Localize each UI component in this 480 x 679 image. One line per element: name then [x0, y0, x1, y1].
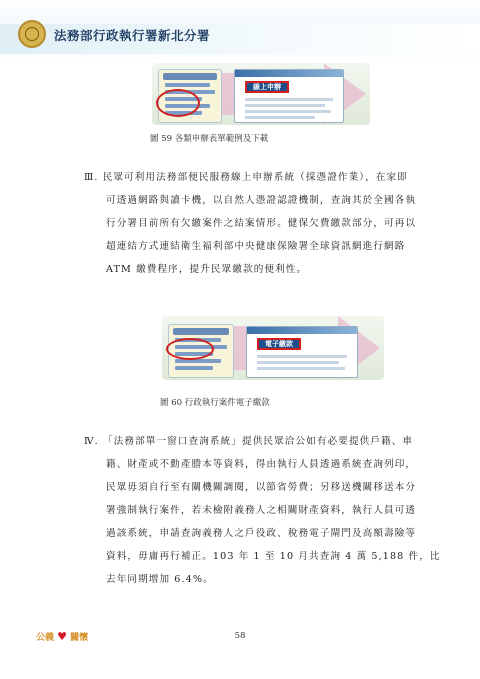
menu-header — [163, 73, 217, 80]
paragraph-line: 籍、財產或不動產謄本等資料，得由執行人員透過系統查詢列印， — [106, 459, 417, 470]
paragraph-line: 資料，毋庸再行補正。103 年 1 至 10 月共查詢 4 萬 5,188 件，比 — [106, 551, 441, 562]
menu-header — [173, 328, 229, 335]
site-banner — [247, 327, 357, 334]
online-application-tab: 線上申辦 — [245, 81, 289, 93]
site-row — [245, 110, 331, 113]
paragraph-line: 民眾毋須自行至有關機關調閱，以節省勞費；另移送機關移送本分 — [106, 482, 417, 493]
heart-icon: ♥ — [57, 630, 68, 643]
figure-60-image — [162, 316, 384, 380]
figure-59-image — [152, 63, 370, 125]
site-row — [257, 361, 339, 364]
section-3-paragraph — [84, 166, 416, 281]
site-row — [245, 116, 315, 119]
page-header — [0, 0, 480, 62]
site-row — [257, 355, 347, 358]
e-payment-tab: 電子繳款 — [257, 338, 301, 350]
highlight-ellipse — [166, 338, 214, 360]
page-title: 法務部行政執行署新北分署 — [54, 28, 211, 43]
paragraph-line: ATM 繳費程序，提升民眾繳款的便利性。 — [106, 264, 308, 275]
site-banner — [235, 70, 343, 77]
site-row — [245, 104, 325, 107]
figure-59-caption: 圖 59 各類申辦表單範例及下載 — [150, 134, 269, 144]
seal-inner — [25, 27, 39, 41]
paragraph-line: 署強制執行案件，若未檢附義務人之相關財產資料，執行人員可透 — [106, 505, 417, 516]
site-screenshot — [246, 326, 358, 378]
paragraph-line: Ⅲ. 民眾可利用法務部便民服務線上申辦系統（採憑證作業），在家即 — [84, 172, 408, 183]
paragraph-line: Ⅳ. 「法務部單一窗口查詢系統」提供民眾洽公如有必要提供戶籍、車 — [84, 436, 414, 447]
site-screenshot — [234, 69, 344, 123]
footer-motto-care: 關懷 — [70, 633, 89, 643]
highlight-ellipse — [156, 89, 200, 117]
footer-motto — [36, 630, 88, 643]
paragraph-line: 去年同期增加 6.4%。 — [106, 574, 214, 585]
section-4-paragraph — [84, 430, 441, 591]
site-row — [245, 98, 333, 101]
site-row — [257, 367, 345, 370]
menu-line — [175, 366, 213, 370]
page-number: 58 — [234, 631, 246, 641]
paragraph-line: 行分署目前所有欠繳案件之結案情形。健保欠費繳款部分，可再以 — [106, 218, 417, 229]
figure-60-caption: 圖 60 行政執行案件電子繳款 — [160, 398, 270, 408]
menu-line — [175, 359, 221, 363]
seal-logo-icon — [18, 20, 46, 48]
paragraph-line: 過該系統，申請查詢義務人之戶役政、稅務電子閘門及高額壽險等 — [106, 528, 417, 539]
paragraph-line: 超連結方式連結衛生福利部中央健康保險署全球資訊網進行網路 — [106, 241, 406, 252]
footer-motto-justice: 公義 — [36, 633, 55, 643]
menu-line — [165, 83, 210, 87]
paragraph-line: 可透過網路與讀卡機，以自然人憑證認證機制，查詢其於全國各執 — [106, 195, 417, 206]
